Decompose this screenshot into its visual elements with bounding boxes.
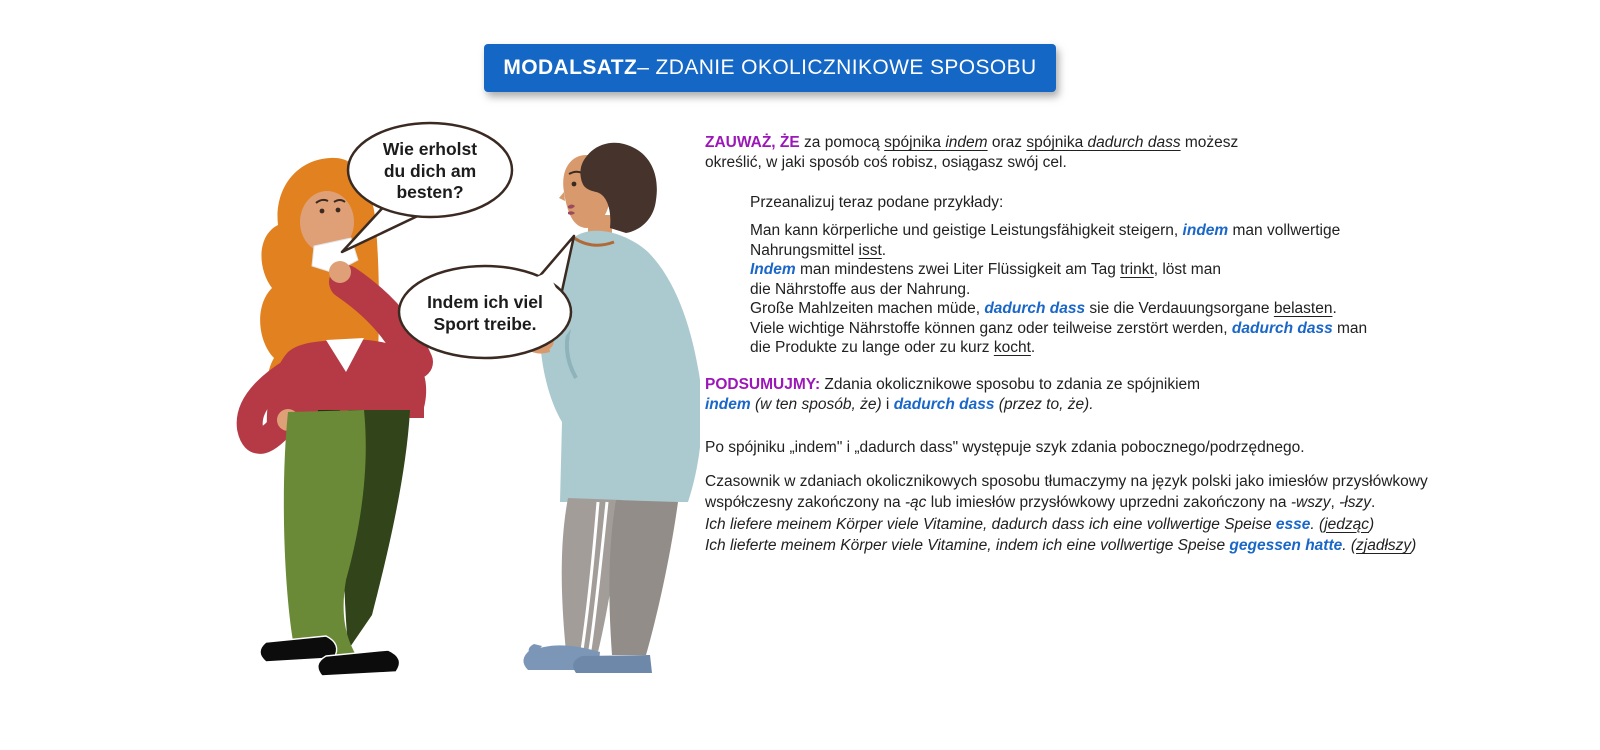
text-line: Nahrungsmittel isst. [750,241,887,259]
text-line: PODSUMUJMY: Zdania okolicznikowe sposobu to zdania ze spójnikiem [705,375,1201,393]
text-line: Przeanalizuj teraz podane przykłady: [750,194,1004,211]
text-line: współczesny zakończony na -ąc lub imiesłów przysłówkowy uprzedni zakończony na -wszy, -łszy. [705,494,1376,511]
summary-paragraph [705,375,1575,415]
translation-note [705,471,1575,557]
title-bold: MODALSATZ [503,56,638,79]
text-line: die Nährstoffe aus der Nahrung. [750,280,971,298]
text-line: Ich liefere meinem Körper viele Vitamine, dadurch dass ich eine vollwertige Speise esse. (jedząc) [705,515,1375,533]
speech-bubble-answer-text: Indem ich viel Sport treibe. [427,292,543,334]
content-area [705,133,1575,557]
intro-paragraph [705,133,1575,173]
text-line: Czasownik w zdaniach okolicznikowych sposobu tłumaczymy na język polski jako imiesłów przysłówkowy [705,472,1428,490]
analyze-prompt [750,193,1575,213]
examples-paragraph [750,221,1575,358]
title-banner [484,44,1056,92]
woman-figure [250,158,426,676]
text-line: Indem man mindestens zwei Liter Flüssigkeit am Tag trinkt, löst man [750,261,1221,278]
text-line: Man kann körperliche und geistige Leistungsfähigkeit steigern, indem man vollwertige [750,222,1341,239]
word-order-note [705,438,1575,458]
text-line: określić, w jaki sposób coś robisz, osiągasz swój cel. [705,154,1067,171]
man-figure [523,143,700,673]
text-line: Po spójniku „indem" i „dadurch dass" występuje szyk zdania pobocznego/podrzędnego. [705,438,1305,456]
text-line: Ich lieferte meinem Körper viele Vitamine, indem ich eine vollwertige Speise gegessen hatte. (zjadłszy) [705,537,1417,554]
text-line: Viele wichtige Nährstoffe können ganz oder teilweise zerstört werden, dadurch dass man [750,319,1368,337]
text-line: die Produkte zu lange oder zu kurz kocht. [750,339,1036,356]
speech-bubble-question-text: Wie erholst du dich am besten? [382,139,478,202]
text-line: Große Mahlzeiten machen müde, dadurch dass sie die Verdauungsorgane belasten. [750,300,1337,317]
text-line: ZAUWAŻ, ŻE za pomocą spójnika indem oraz spójnika dadurch dass możesz [705,134,1239,151]
text-line: indem (w ten sposób, że) i dadurch dass (przez to, że). [705,395,1094,413]
title-rest: – ZDANIE OKOLICZNIKOWE SPOSOBU [637,56,1037,79]
